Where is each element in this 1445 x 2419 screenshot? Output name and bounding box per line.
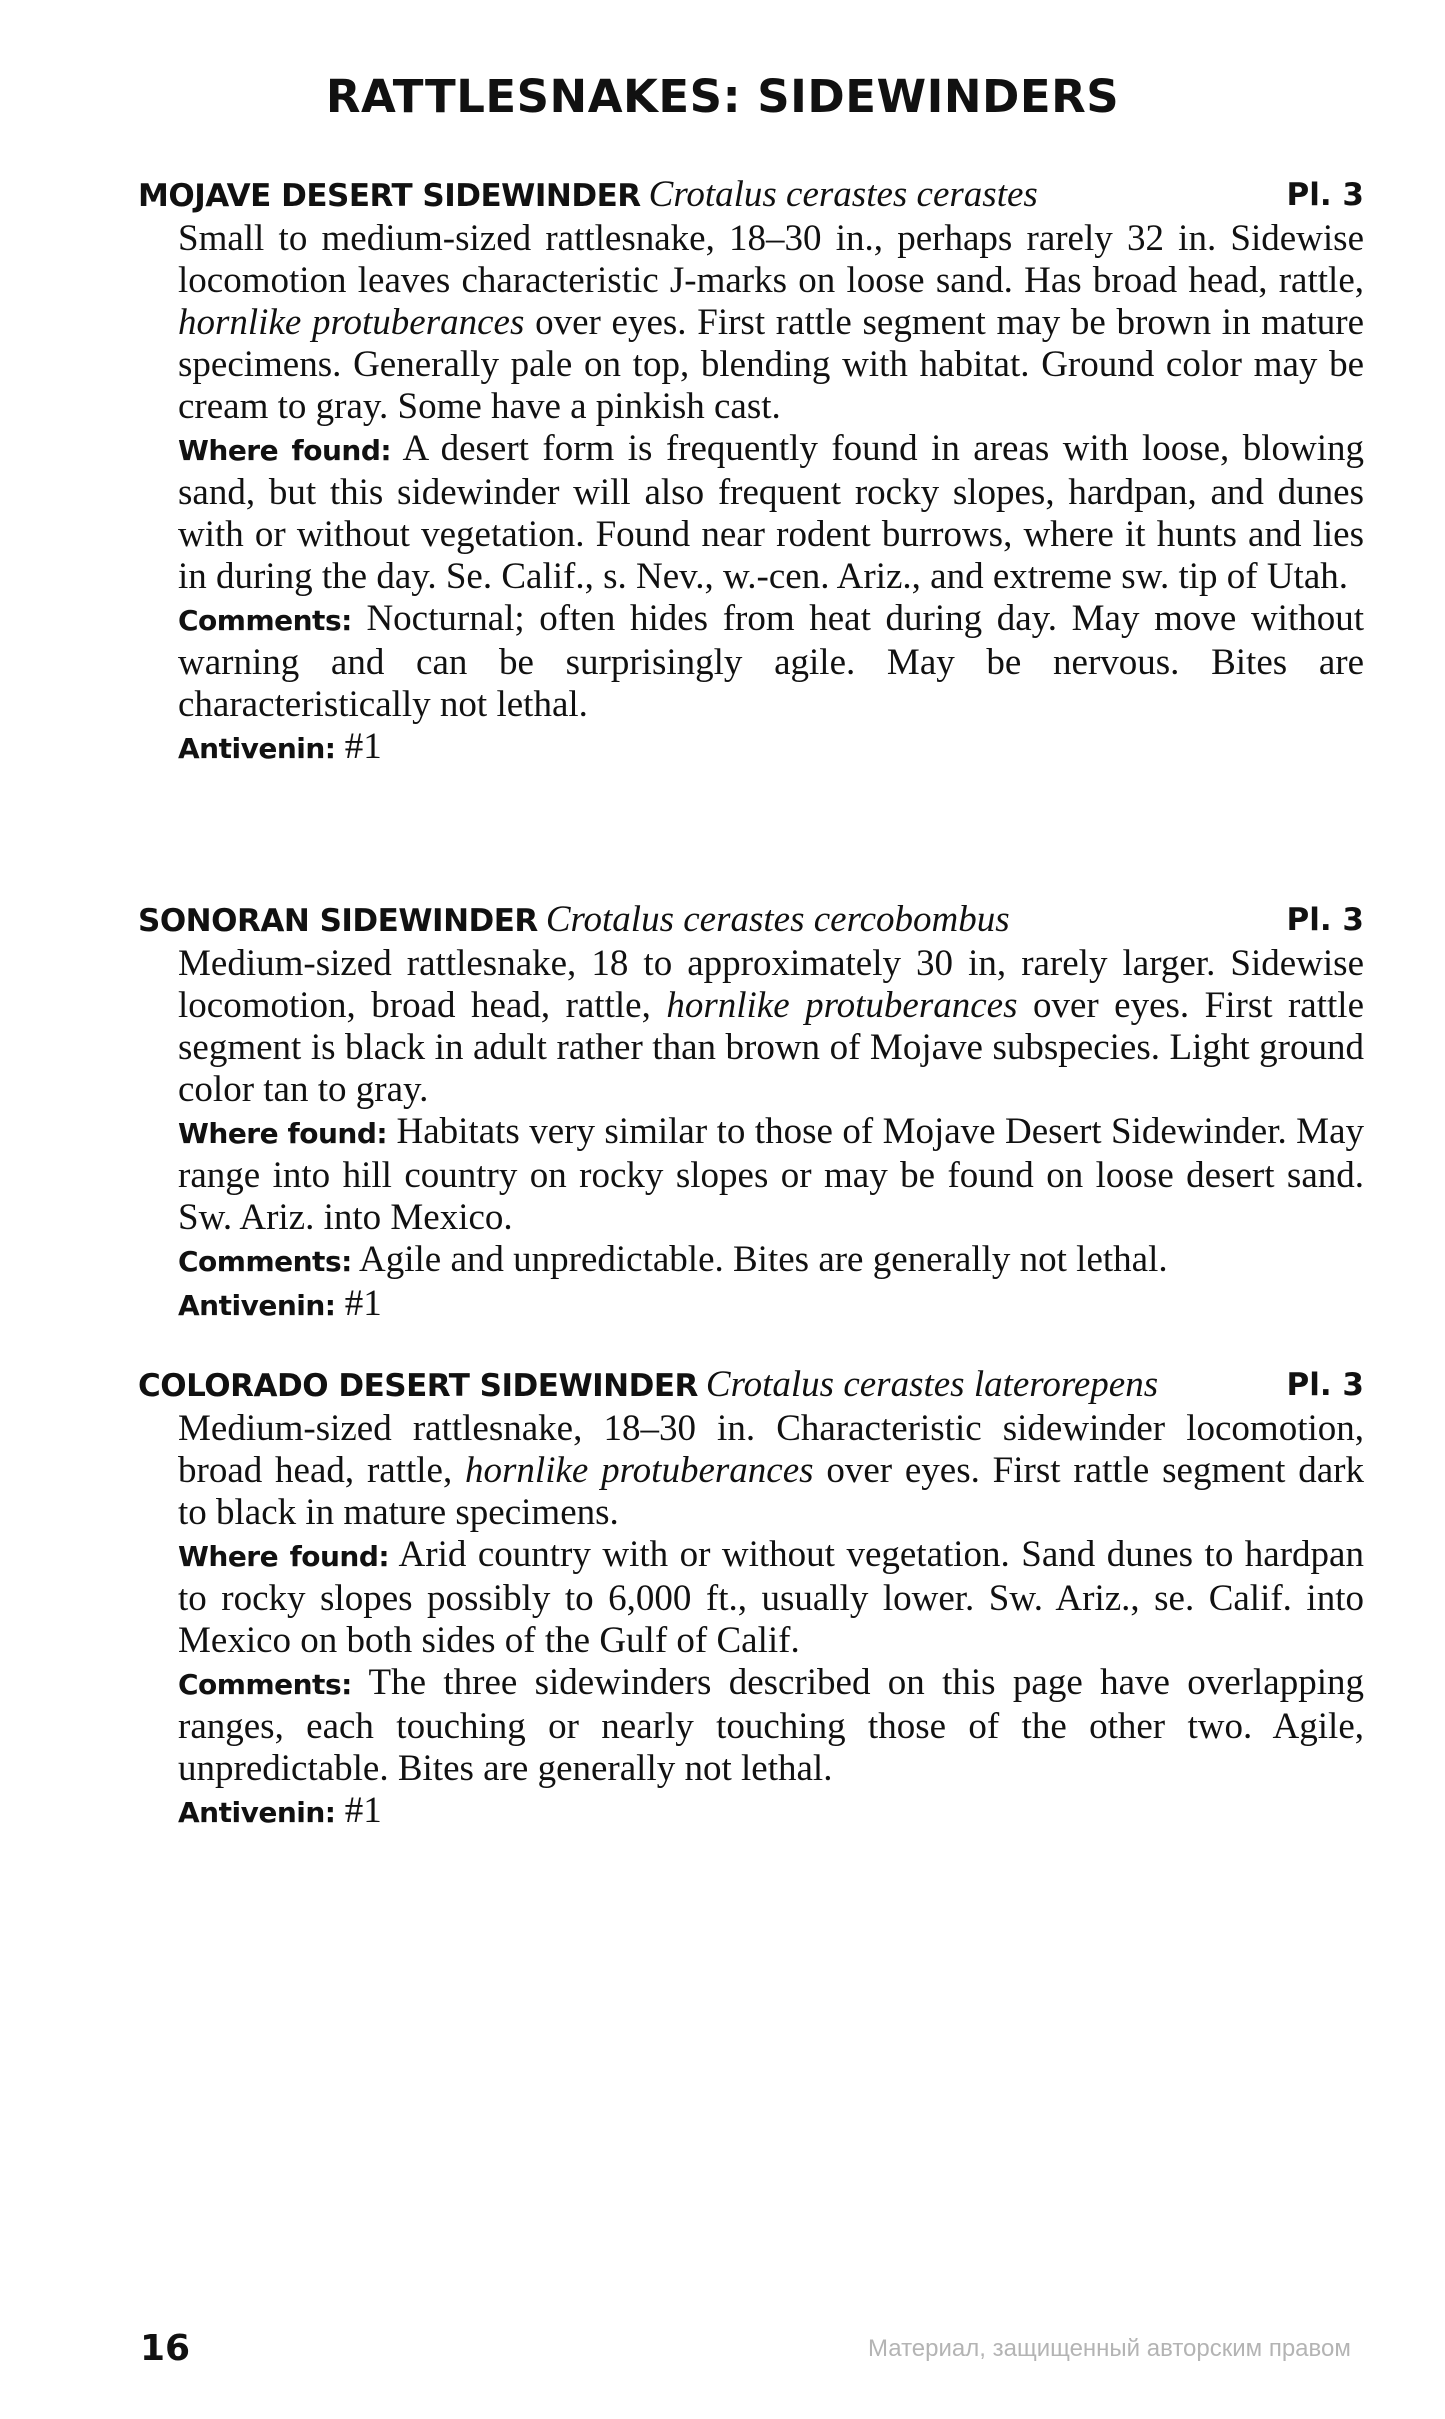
page-number: 16	[140, 2328, 191, 2369]
antivenin-value: #1	[344, 1790, 382, 1831]
common-name: SONORAN SIDEWINDER	[138, 903, 538, 939]
description-emphasis: hornlike protuberances	[666, 985, 1018, 1026]
where-found	[178, 1111, 1364, 1239]
comments	[178, 1239, 1364, 1283]
comments-label: Comments:	[178, 604, 352, 637]
scientific-name: Crotalus cerastes cercobombus	[545, 899, 1010, 940]
description-text: over eyes. First rattle segment may be brown in mature specimens. Generally pale on top, blending with habitat. Ground color may be cream to gray. Some have a pinkish cast.	[178, 302, 1364, 427]
antivenin	[178, 1283, 1364, 1327]
comments	[178, 1662, 1364, 1790]
comments-text: Agile and unpredictable. Bites are generally not lethal.	[359, 1239, 1168, 1280]
entry-heading	[138, 1362, 1364, 1408]
description-text: Small to medium-sized rattlesnake, 18–30 in., perhaps rarely 32 in. Sidewise locomotion leaves characteristic J-marks on loose sand. Has broad head, rattle,	[178, 218, 1364, 301]
where-found	[178, 1534, 1364, 1662]
description	[178, 218, 1364, 428]
description-text: over eyes. First rattle segment dark to black in mature specimens.	[178, 1450, 1365, 1533]
where-found	[178, 428, 1364, 598]
antivenin-label: Antivenin:	[178, 1796, 336, 1829]
comments-text: The three sidewinders described on this page have overlapping ranges, each touching or nearly touching those of the other two. Agile, unpredictable. Bites are generally not lethal.	[178, 1662, 1364, 1789]
antivenin-value: #1	[344, 1283, 382, 1324]
where-found-label: Where found:	[178, 1117, 388, 1150]
species-entry-mojave	[138, 172, 1364, 770]
antivenin-label: Antivenin:	[178, 732, 336, 765]
description-text: Medium-sized rattlesnake, 18–30 in. Characteristic sidewinder locomotion, broad head, rattle,	[178, 1408, 1364, 1491]
description-emphasis: hornlike protuberances	[178, 302, 525, 343]
comments	[178, 598, 1364, 726]
plate-reference: Pl. 3	[1286, 902, 1364, 938]
common-name: COLORADO DESERT SIDEWINDER	[138, 1368, 698, 1404]
antivenin	[178, 726, 1364, 770]
comments-label: Comments:	[178, 1668, 352, 1701]
plate-reference: Pl. 3	[1286, 1367, 1364, 1403]
species-entry-sonoran	[138, 897, 1364, 1327]
description-text: over eyes. First rattle segment is black in adult rather than brown of Mojave subspecies. Light ground color tan to gray.	[178, 985, 1364, 1110]
copyright-watermark: Материал, защищенный авторским правом	[868, 2335, 1351, 2362]
entry-heading	[138, 172, 1364, 218]
where-found-text: Habitats very similar to those of Mojave Desert Sidewinder. May range into hill country on rocky slopes or may be found on loose desert sand. Sw. Ariz. into Mexico.	[178, 1111, 1365, 1238]
plate-reference: Pl. 3	[1286, 177, 1364, 213]
comments-text: Nocturnal; often hides from heat during day. May move without warning and can be surprisingly agile. May be nervous. Bites are characteristically not lethal.	[178, 598, 1364, 725]
page-title: RATTLESNAKES: SIDEWINDERS	[325, 70, 1120, 123]
description	[178, 1408, 1364, 1534]
where-found-label: Where found:	[178, 1540, 390, 1573]
description-emphasis: hornlike protuberances	[465, 1450, 814, 1491]
description-text: Medium-sized rattlesnake, 18 to approximately 30 in, rarely larger. Sidewise locomotion, broad head, rattle,	[178, 943, 1364, 1026]
scientific-name: Crotalus cerastes cerastes	[648, 174, 1038, 215]
where-found-label: Where found:	[178, 434, 392, 467]
scientific-name: Crotalus cerastes laterorepens	[705, 1364, 1159, 1405]
comments-label: Comments:	[178, 1245, 352, 1278]
where-found-text: Arid country with or without vegetation. Sand dunes to hardpan to rocky slopes possibly to 6,000 ft., usually lower. Sw. Ariz., se. Calif. into Mexico on both sides of the Gulf of Calif.	[178, 1534, 1364, 1661]
description	[178, 943, 1364, 1111]
species-entry-colorado	[138, 1362, 1364, 1834]
antivenin	[178, 1790, 1364, 1834]
antivenin-value: #1	[344, 726, 382, 767]
common-name: MOJAVE DESERT SIDEWINDER	[138, 178, 641, 214]
entry-heading	[138, 897, 1364, 943]
where-found-text: A desert form is frequently found in areas with loose, blowing sand, but this sidewinder will also frequent rocky slopes, hardpan, and dunes with or without vegetation. Found near rodent burrows, where it hunts and lies in during the day. Se. Calif., s. Nev., w.-cen. Ariz., and extreme sw. tip of Utah.	[178, 428, 1365, 597]
antivenin-label: Antivenin:	[178, 1289, 336, 1322]
